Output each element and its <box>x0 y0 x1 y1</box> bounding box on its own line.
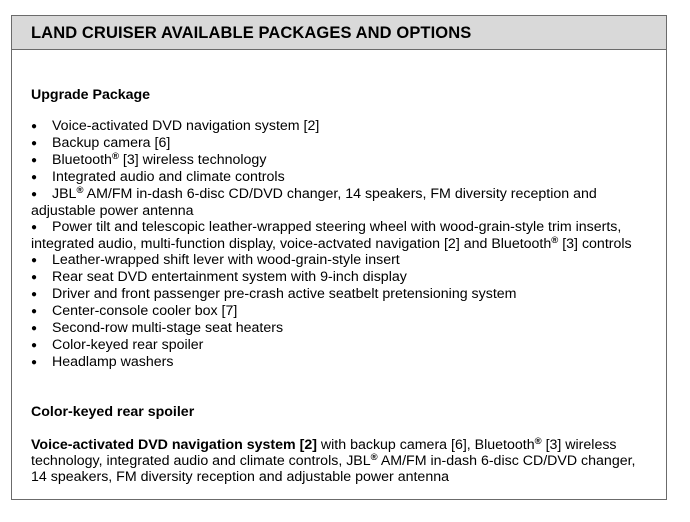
bullet-icon: ● <box>31 121 38 132</box>
navigation-option-paragraph <box>31 437 652 485</box>
item-text: AM/FM in-dash 6-disc CD/DVD changer, 14 speakers, FM diversity reception and adjustable power antenna <box>31 186 597 219</box>
list-item <box>31 186 652 219</box>
item-text: Center-console cooler box [7] <box>52 303 238 319</box>
list-item <box>31 118 652 135</box>
list-item <box>31 169 652 186</box>
list-item <box>31 337 652 354</box>
item-text: [3] wireless technology <box>118 152 267 168</box>
paragraph-text: [3] wireless technology, integrated audio and climate controls, JBL <box>31 437 617 469</box>
list-item <box>31 135 652 152</box>
item-text: Power tilt and telescopic leather-wrapped steering wheel with wood-grain-style trim inserts, integrated audio, multi-function display, voice-actvated navigation [2] and Bluetooth <box>31 219 622 252</box>
bullet-icon: ● <box>31 138 38 149</box>
page-title: LAND CRUISER AVAILABLE PACKAGES AND OPTIONS <box>31 24 472 42</box>
options-box <box>11 15 667 500</box>
bullet-icon: ● <box>31 357 38 368</box>
bullet-icon: ● <box>31 289 38 300</box>
item-text: Leather-wrapped shift lever with wood-grain-style insert <box>52 252 400 268</box>
bullet-icon: ● <box>31 222 38 233</box>
bullet-icon: ● <box>31 172 38 183</box>
bullet-icon: ● <box>31 189 38 200</box>
bullet-icon: ● <box>31 323 38 334</box>
list-item <box>31 252 652 269</box>
navigation-option-title: Voice-activated DVD navigation system [2] <box>31 437 317 453</box>
item-text: Second-row multi-stage seat heaters <box>52 320 284 336</box>
rear-spoiler-heading: Color-keyed rear spoiler <box>31 404 195 420</box>
item-text: Headlamp washers <box>52 354 174 370</box>
bullet-icon: ● <box>31 155 38 166</box>
item-text: Rear seat DVD entertainment system with 9-inch display <box>52 269 407 285</box>
registered-mark: ® <box>534 436 542 447</box>
list-item <box>31 320 652 337</box>
paragraph-text: AM/FM in-dash 6-disc CD/DVD changer, 14 speakers, FM diversity reception and adjustable power antenna <box>31 453 636 485</box>
registered-mark: ® <box>551 235 559 246</box>
list-item <box>31 269 652 286</box>
bullet-icon: ● <box>31 272 38 283</box>
bullet-icon: ● <box>31 340 38 351</box>
item-text: Voice-activated DVD navigation system [2] <box>52 118 320 134</box>
item-text: Driver and front passenger pre-crash active seatbelt pretensioning system <box>52 286 517 302</box>
item-text: Color-keyed rear spoiler <box>52 337 204 353</box>
list-item <box>31 286 652 303</box>
item-text: Backup camera [6] <box>52 135 171 151</box>
item-text: Integrated audio and climate controls <box>52 169 285 185</box>
list-item <box>31 152 652 169</box>
item-text: JBL <box>52 186 77 202</box>
paragraph-text: with backup camera [6], Bluetooth <box>316 437 535 453</box>
list-item <box>31 303 652 320</box>
upgrade-package-heading: Upgrade Package <box>31 87 151 103</box>
registered-mark: ® <box>111 151 119 162</box>
bullet-icon: ● <box>31 255 38 266</box>
list-item <box>31 354 652 371</box>
upgrade-package-list <box>31 118 652 371</box>
item-text: Bluetooth <box>52 152 112 168</box>
bullet-icon: ● <box>31 306 38 317</box>
title-bar <box>12 16 666 50</box>
item-text: [3] controls <box>558 236 632 252</box>
registered-mark: ® <box>76 185 84 196</box>
options-content <box>31 50 652 485</box>
list-item <box>31 219 652 252</box>
registered-mark: ® <box>370 452 378 463</box>
